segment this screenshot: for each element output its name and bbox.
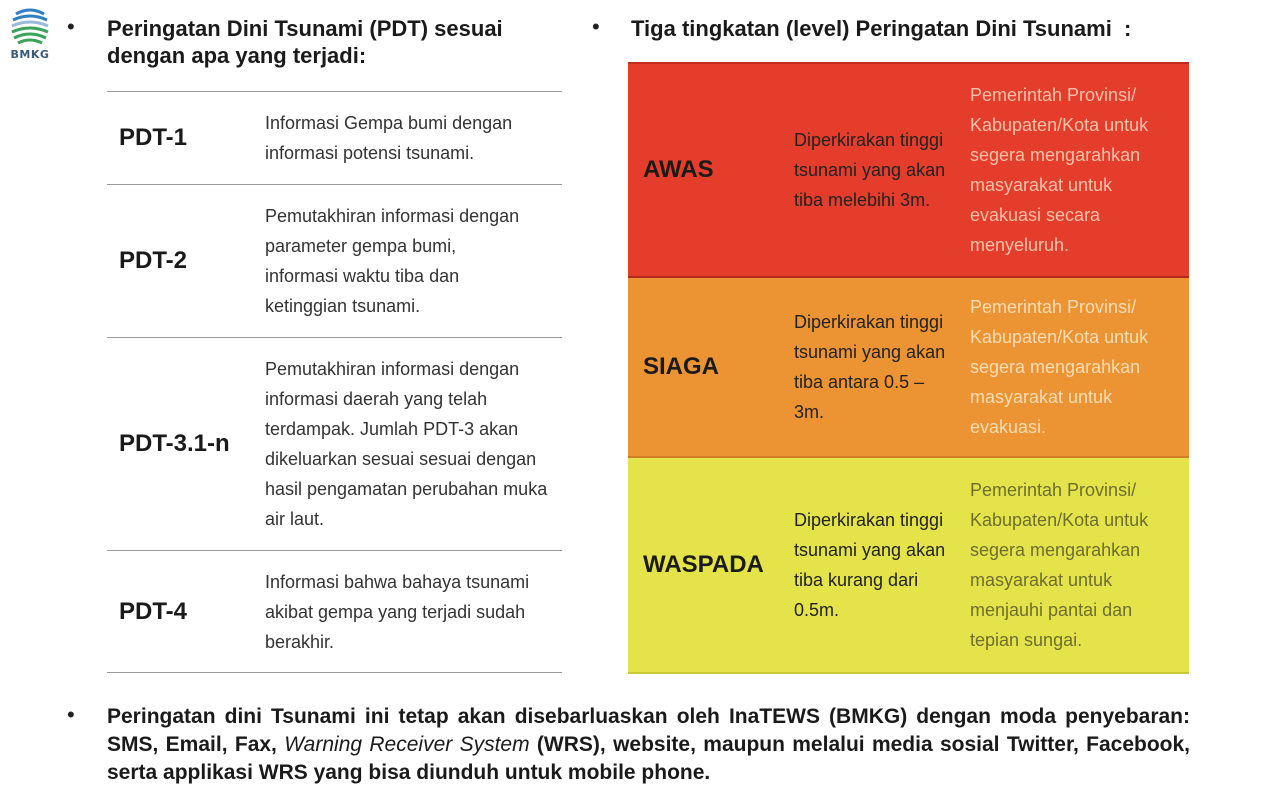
pdt-description: Informasi Gempa bumi dengan informasi potensi tsunami. [265,113,513,163]
dissemination-note-part1: Peringatan dini Tsunami ini tetap akan disebarluaskan oleh InaTEWS (BMKG) dengan moda penyebaran: SMS, Email, Fax, [107,705,1190,756]
dissemination-note-part3: (WRS), website, maupun melalui media sosial Twitter, Facebook, serta applikasi WRS yang bisa diunduh untuk mobile phone. [107,733,1190,784]
levels-heading: Tiga tingkatan (level) Peringatan Dini Tsunami : [631,16,1132,41]
pdt-row [107,337,562,550]
pdt-table [107,91,562,673]
level-name: SIAGA [643,353,720,380]
pdt-description: Pemutakhiran informasi dengan parameter gempa bumi, informasi waktu tiba dan ketinggian tsunami. [265,206,520,316]
level-height: Diperkirakan tinggi tsunami yang akan tiba antara 0.5 – 3m. [794,312,946,422]
dissemination-note [107,703,1190,787]
pdt-row [107,184,562,337]
pdt-description: Informasi bahwa bahaya tsunami akibat gempa yang terjadi sudah berakhir. [265,571,530,652]
bmkg-logo-text: BMKG [10,48,50,61]
pdt-code: PDT-1 [119,124,188,151]
bmkg-emblem-icon [10,8,50,46]
bullet-icon: • [67,14,75,39]
level-height: Diperkirakan tinggi tsunami yang akan tiba kurang dari 0.5m. [794,510,946,620]
level-name: AWAS [643,156,714,183]
level-row-siaga [628,278,1189,458]
level-row-waspada [628,458,1189,674]
pdt-row [107,550,562,673]
tsunami-level-table [628,62,1189,674]
pdt-heading: Peringatan Dini Tsunami (PDT) sesuai dengan apa yang terjadi: [107,16,503,68]
level-name: WASPADA [643,551,764,578]
bmkg-logo [8,8,52,64]
pdt-row [107,91,562,184]
level-action: Pemerintah Provinsi/ Kabupaten/Kota untuk segera mengarahkan masyarakat untuk evakuasi secara menyeluruh. [970,85,1149,255]
pdt-code: PDT-2 [119,247,188,274]
level-height: Diperkirakan tinggi tsunami yang akan tiba melebihi 3m. [794,130,946,210]
pdt-code: PDT-3.1-n [119,430,230,457]
bullet-icon: • [592,14,600,39]
wrs-term: Warning Receiver System [284,733,530,756]
level-action: Pemerintah Provinsi/ Kabupaten/Kota untuk segera mengarahkan masyarakat untuk evakuasi. [970,297,1149,437]
level-row-awas [628,62,1189,278]
bullet-icon: • [67,702,75,727]
level-action: Pemerintah Provinsi/ Kabupaten/Kota untuk segera mengarahkan masyarakat untuk menjauhi pantai dan tepian sungai. [970,480,1149,650]
pdt-code: PDT-4 [119,597,188,625]
pdt-description: Pemutakhiran informasi dengan informasi daerah yang telah terdampak. Jumlah PDT-3 akan dikeluarkan sesuai sesuai dengan hasil pengamatan perubahan muka air laut. [265,359,548,529]
